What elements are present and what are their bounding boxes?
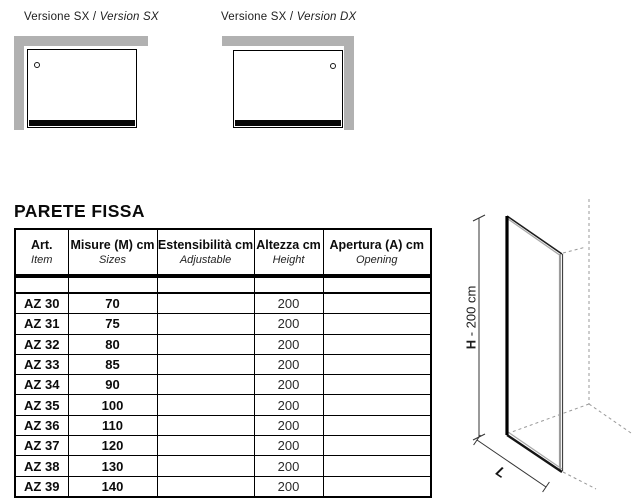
wall-profile-top [222,36,354,46]
cell-altezza: 200 [254,395,323,415]
cell-estensibilita [157,334,254,354]
col-subtitle: Height [272,253,305,266]
wall-profile-right [344,36,354,130]
col-header-art [15,229,68,276]
table-row [15,375,431,395]
bottom-profile [235,120,341,127]
cell-estensibilita [157,293,254,314]
table-row [15,354,431,374]
knob-icon [330,63,336,69]
cell-misure: 90 [68,375,157,395]
table-row [15,415,431,435]
col-subtitle: Sizes [99,253,126,266]
cell-apertura [323,334,431,354]
cell-art: AZ 34 [15,375,68,395]
length-dimension-label: L [493,462,510,482]
cell-estensibilita [157,375,254,395]
table-row [15,436,431,456]
cell-estensibilita [157,415,254,435]
version-sx-label-italic: Version SX [99,11,159,23]
version-dx-label-italic: Version DX [296,11,357,23]
cell-art: AZ 36 [15,415,68,435]
spec-table [14,228,432,498]
cell-estensibilita [157,476,254,497]
spacer-cell [323,276,431,293]
fixed-panel-sx [27,49,137,128]
length-dimension-line [474,435,550,492]
cell-apertura [323,456,431,476]
cell-altezza: 200 [254,415,323,435]
cell-apertura [323,436,431,456]
cell-altezza: 200 [254,334,323,354]
cell-apertura [323,415,431,435]
cell-misure: 130 [68,456,157,476]
cell-estensibilita [157,436,254,456]
cell-apertura [323,354,431,374]
cell-altezza: 200 [254,436,323,456]
spacer-row [15,276,431,293]
glass-panel [507,216,563,472]
col-title: Estensibilità cm [157,237,254,252]
table-header-row [15,229,431,276]
cell-misure: 70 [68,293,157,314]
cell-misure: 140 [68,476,157,497]
cell-misure: 80 [68,334,157,354]
cell-estensibilita [157,354,254,374]
col-title: Apertura (A) cm [329,237,424,252]
height-label-value: - 200 cm [463,285,479,340]
col-subtitle: Adjustable [179,253,232,266]
cell-altezza: 200 [254,293,323,314]
col-title: Misure (M) cm [70,237,155,252]
col-title: Art. [30,237,53,252]
spacer-cell [157,276,254,293]
cell-art: AZ 35 [15,395,68,415]
cell-apertura [323,314,431,334]
cell-apertura [323,476,431,497]
spacer-cell [68,276,157,293]
cell-misure: 110 [68,415,157,435]
col-header-estensibilita [157,229,254,276]
cell-art: AZ 32 [15,334,68,354]
cell-art: AZ 37 [15,436,68,456]
table-row [15,476,431,497]
cell-art: AZ 39 [15,476,68,497]
table-row [15,334,431,354]
table-row [15,293,431,314]
spacer-cell [15,276,68,293]
cell-estensibilita [157,395,254,415]
cell-art: AZ 38 [15,456,68,476]
wall-profile-left [14,36,24,130]
version-sx-label-plain: Versione SX / [24,11,100,23]
version-sx-label [24,11,159,23]
cell-misure: 75 [68,314,157,334]
height-label-h: H [463,339,479,350]
col-header-altezza [254,229,323,276]
cell-altezza: 200 [254,456,323,476]
version-dx-label [221,11,356,23]
cell-apertura [323,375,431,395]
cell-altezza: 200 [254,354,323,374]
knob-icon [34,62,40,68]
version-dx-label-plain: Versione SX / [221,11,297,23]
bottom-profile [29,120,135,127]
table-row [15,395,431,415]
table-row [15,314,431,334]
cell-altezza: 200 [254,375,323,395]
cell-altezza: 200 [254,476,323,497]
cell-art: AZ 31 [15,314,68,334]
cell-estensibilita [157,456,254,476]
cell-apertura [323,395,431,415]
col-subtitle: Opening [355,253,398,266]
fixed-panel-dx [233,50,343,128]
cell-misure: 120 [68,436,157,456]
cell-apertura [323,293,431,314]
col-header-apertura [323,229,431,276]
cell-altezza: 200 [254,314,323,334]
cell-misure: 100 [68,395,157,415]
table-row [15,456,431,476]
col-subtitle: Item [31,253,53,266]
spacer-cell [254,276,323,293]
cell-art: AZ 33 [15,354,68,374]
wall-profile-top [14,36,148,46]
cell-art: AZ 30 [15,293,68,314]
cell-misure: 85 [68,354,157,374]
col-title: Altezza cm [256,237,321,252]
height-dimension-label [464,270,479,366]
col-header-misure [68,229,157,276]
page-title: PARETE FISSA [14,201,145,221]
cell-estensibilita [157,314,254,334]
